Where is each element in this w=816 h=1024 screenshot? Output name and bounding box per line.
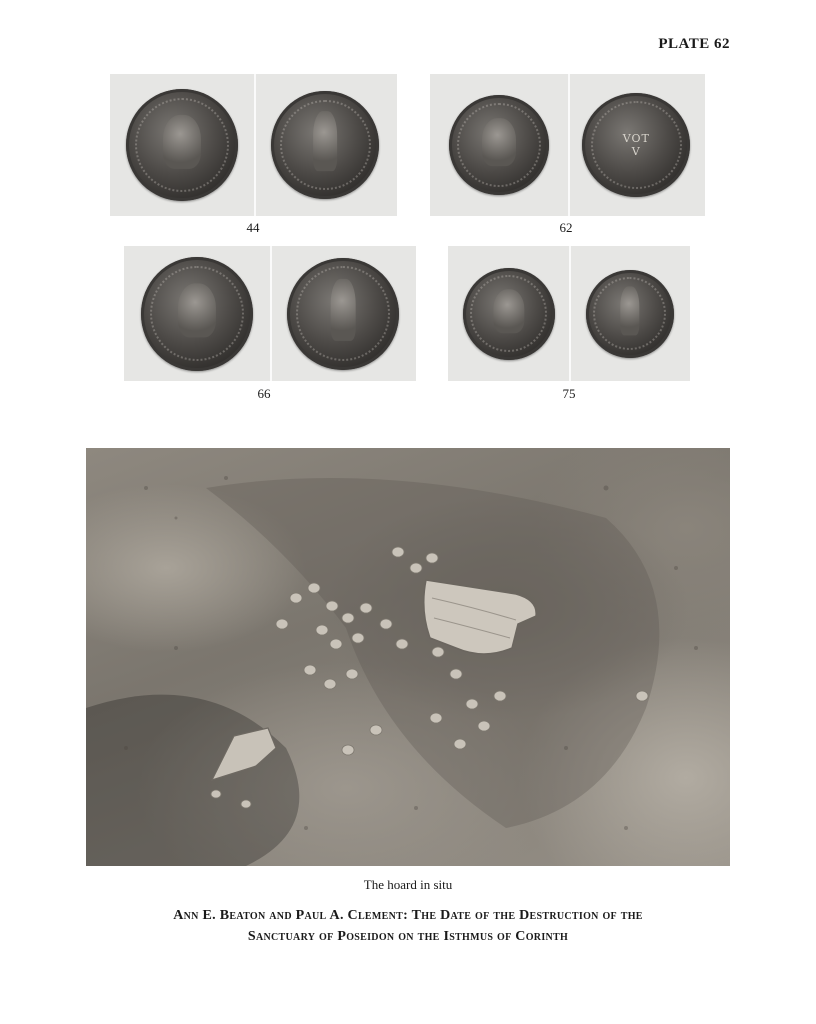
coin-number-75: 75 (562, 386, 576, 401)
coin-obverse (448, 246, 571, 381)
coin-reverse (270, 246, 416, 381)
coin-photo-62 (430, 74, 705, 216)
coin-photo-66 (124, 246, 416, 381)
coin-obverse (110, 74, 256, 216)
hoard-photograph (86, 448, 730, 866)
coin-number-62: 62 (559, 220, 573, 235)
coin-number-44: 44 (246, 220, 260, 235)
coin-reverse (569, 246, 690, 381)
coin-obverse (430, 74, 570, 216)
hoard-photograph-detail (86, 448, 730, 866)
coin-number-66: 66 (257, 386, 271, 401)
coin-photo-75 (448, 246, 690, 381)
photo-caption: The hoard in situ (363, 877, 453, 892)
coin-reverse (254, 74, 398, 216)
coin-reverse-legend: VOT V (622, 132, 650, 158)
plate-label: PLATE 62 (658, 36, 730, 52)
coin-reverse (568, 74, 706, 216)
credit-line-2: Sanctuary of Poseidon on the Isthmus of Corinth (247, 929, 569, 944)
credit-line-1: Ann E. Beaton and Paul A. Clement: The Date of the Destruction of the (173, 908, 643, 923)
coin-photo-44 (110, 74, 397, 216)
coin-obverse (124, 246, 272, 381)
article-credit (0, 905, 816, 947)
